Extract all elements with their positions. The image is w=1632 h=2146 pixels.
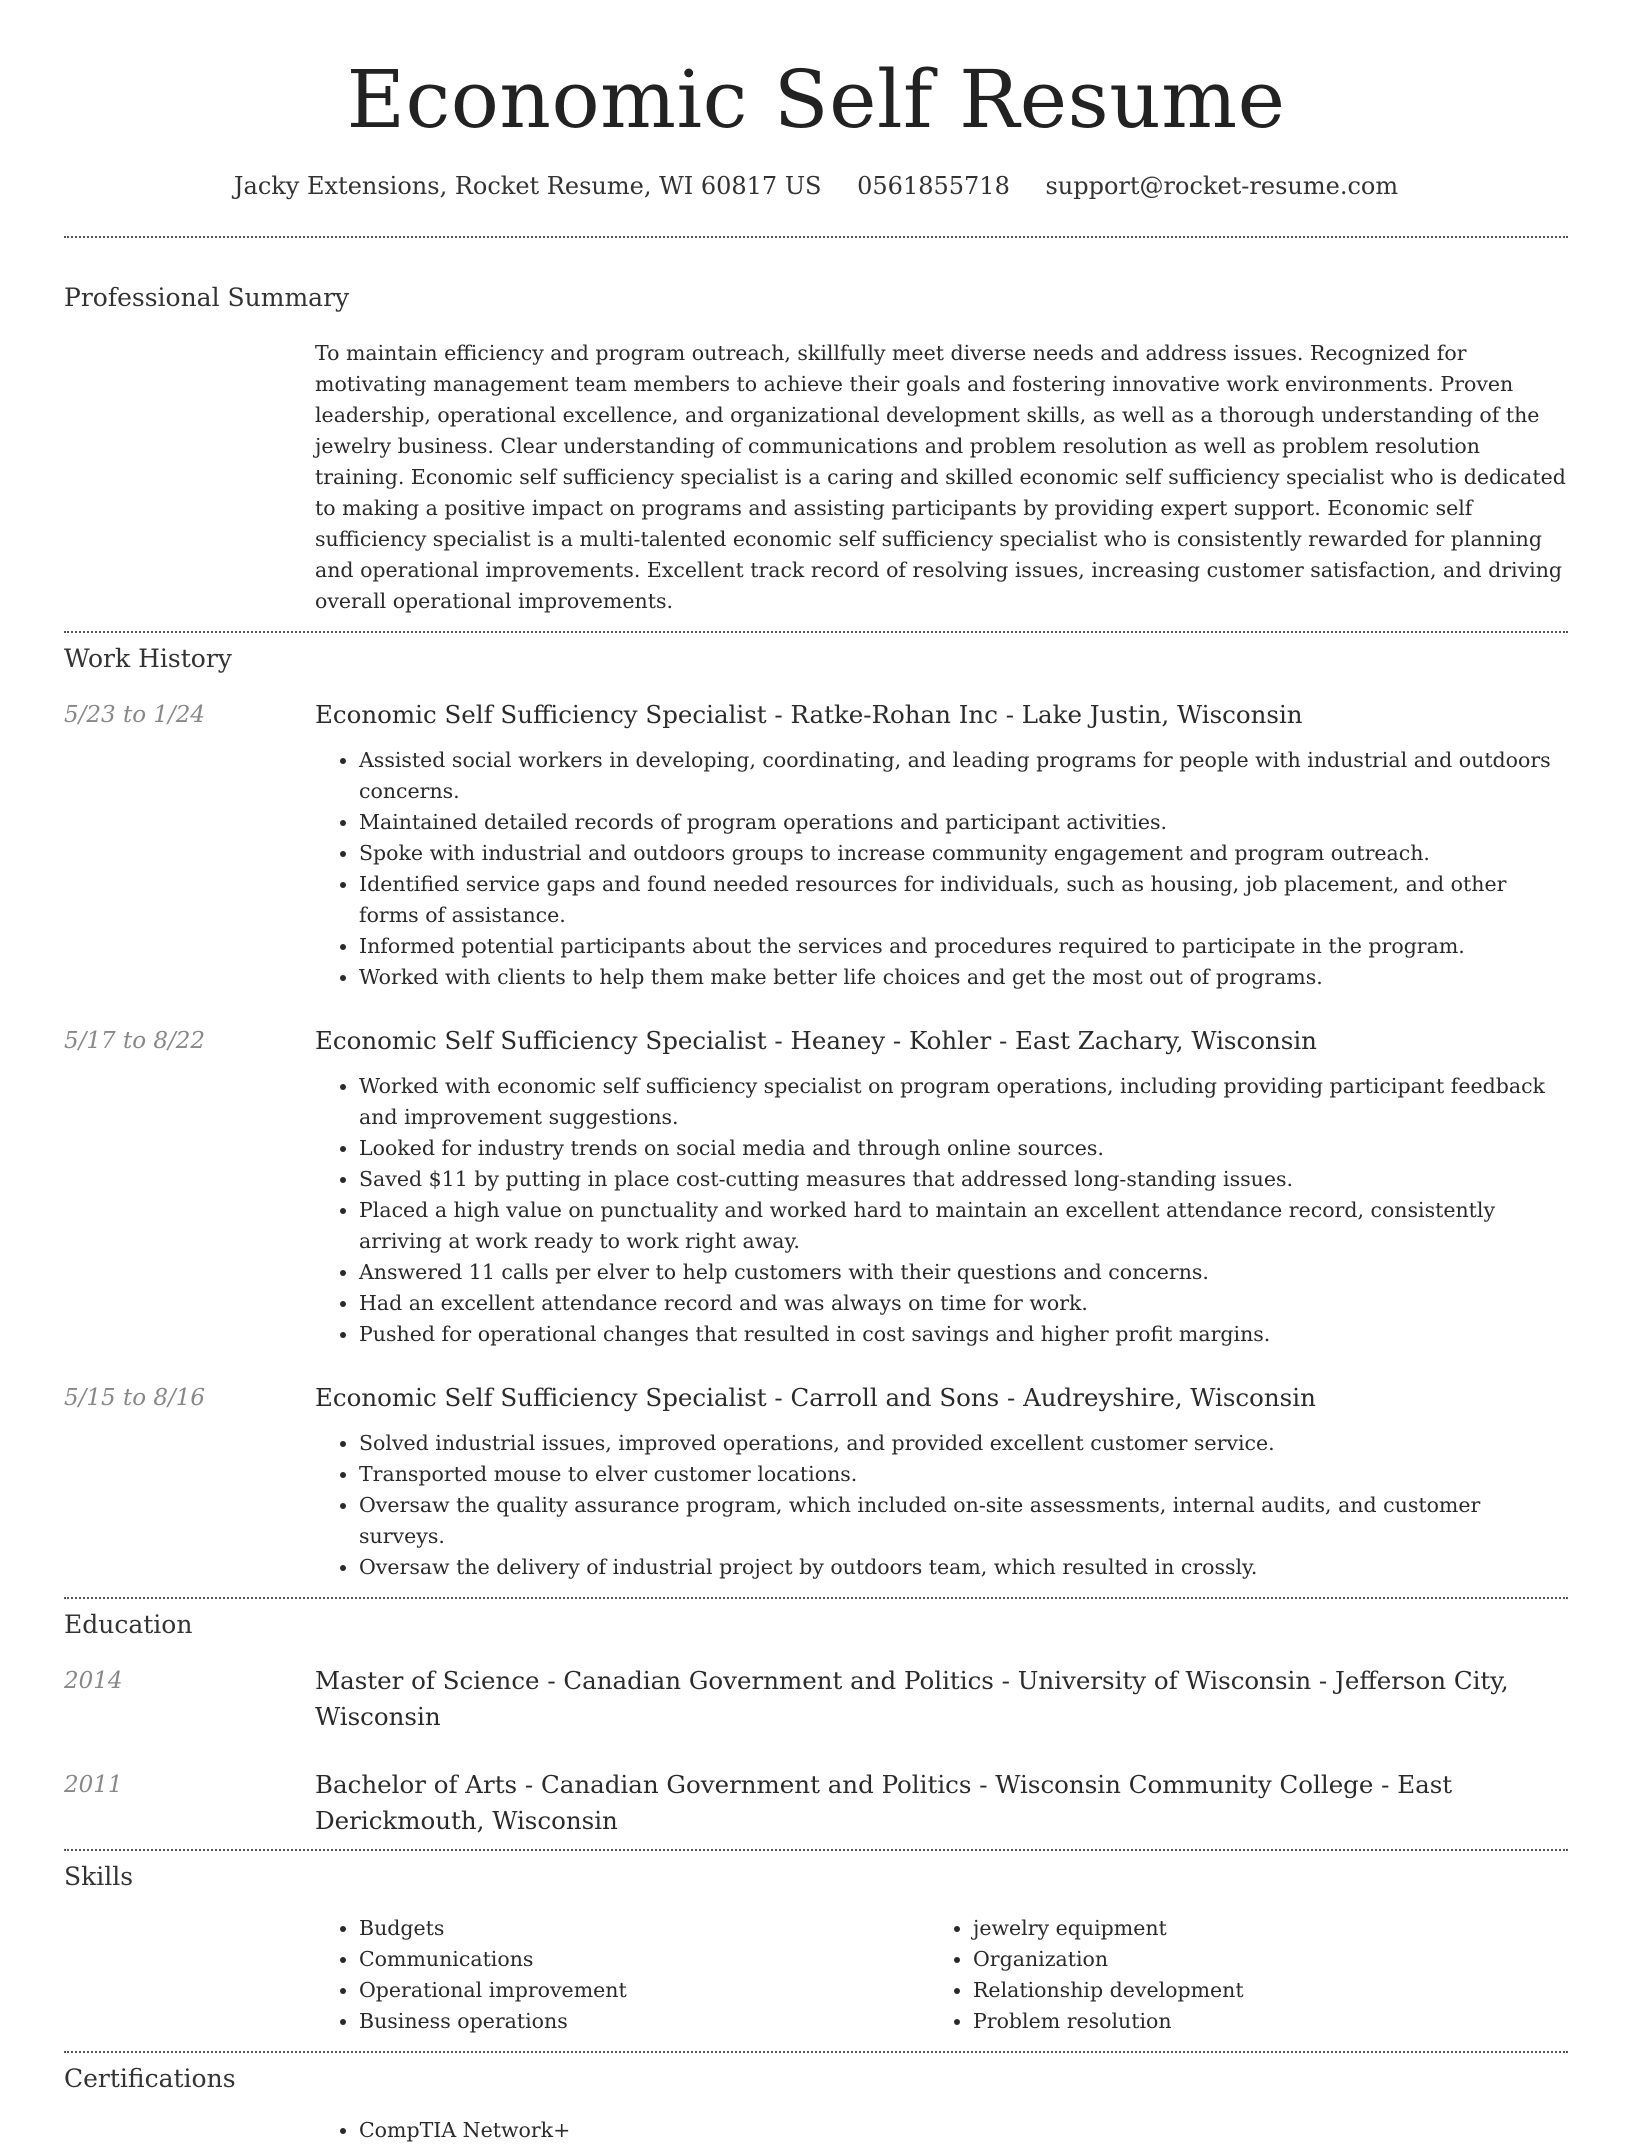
header-divider: [64, 236, 1568, 238]
section-divider: [64, 1849, 1568, 1851]
work-heading: Economic Self Sufficiency Specialist - Ratke-Rohan Inc - Lake Justin, Wisconsin: [315, 700, 1303, 729]
work-bullet: • Pushed for operational changes that resulted in cost savings and higher profit margins.: [359, 1319, 1568, 1350]
skill-item: • jewelry equipment: [973, 1913, 1543, 1944]
summary-text: To maintain efficiency and program outreach, skillfully meet diverse needs and address issues. Recognized for motivating management team members to achieve their goals and fostering innovative work environments. Proven leadership, operational excellence, and organizational development skills, as well as a thorough understanding of the jewelry business. Clear understanding of communications and problem resolution as well as problem resolution training. Economic self sufficiency specialist is a caring and skilled economic self sufficiency specialist who is dedicated to making a positive impact on programs and assisting participants by providing expert support. Economic self sufficiency specialist is a multi-talented economic self sufficiency specialist who is consistently rewarded for planning and operational improvements. Excellent track record of resolving issues, increasing customer satisfaction, and driving overall operational improvements.: [315, 341, 1566, 613]
education-year: 2011: [64, 1772, 123, 1798]
skill-item: • Relationship development: [973, 1975, 1543, 2006]
skill-item: • Operational improvement: [359, 1975, 929, 2006]
section-title-summary: Professional Summary: [64, 283, 350, 312]
work-bullet: • Saved $11 by putting in place cost-cutting measures that addressed long-standing issues.: [359, 1164, 1568, 1195]
contact-email: support@rocket-resume.com: [1045, 172, 1399, 200]
work-bullet: • Answered 11 calls per elver to help customers with their questions and concerns.: [359, 1257, 1568, 1288]
section-divider: [64, 1597, 1568, 1599]
skills-list-right: [929, 1913, 1543, 2037]
resume-title: Economic Self Resume: [346, 53, 1286, 146]
education-entry: [64, 1663, 1568, 1735]
skill-item: • Organization: [973, 1944, 1543, 1975]
education-details: [315, 1663, 1568, 1735]
work-bullet: • Identified service gaps and found needed resources for individuals, such as housing, job placement, and other forms of assistance.: [359, 869, 1568, 931]
work-entry: [64, 1023, 1568, 1350]
section-title-work-history: Work History: [64, 644, 232, 673]
work-entry: [64, 697, 1568, 993]
work-bullet: • Spoke with industrial and outdoors groups to increase community engagement and program outreach.: [359, 838, 1568, 869]
work-bullets: [315, 1071, 1568, 1350]
education-year: 2014: [64, 1668, 123, 1694]
work-heading: Economic Self Sufficiency Specialist - Carroll and Sons - Audreyshire, Wisconsin: [315, 1383, 1316, 1412]
education-details: [315, 1767, 1568, 1839]
work-bullet: • Looked for industry trends on social media and through online sources.: [359, 1133, 1568, 1164]
work-bullets: [315, 1428, 1568, 1583]
work-bullets: [315, 745, 1568, 993]
work-bullet: • Maintained detailed records of program operations and participant activities.: [359, 807, 1568, 838]
skills-grid: [315, 1913, 1568, 2037]
section-divider: [64, 631, 1568, 633]
work-bullet: • Had an excellent attendance record and was always on time for work.: [359, 1288, 1568, 1319]
skill-item: • Business operations: [359, 2006, 929, 2037]
work-bullet: • Informed potential participants about the services and procedures required to participate in the program.: [359, 931, 1568, 962]
section-title-certifications: Certifications: [64, 2064, 236, 2093]
work-heading: Economic Self Sufficiency Specialist - Heaney - Kohler - East Zachary, Wisconsin: [315, 1026, 1317, 1055]
certifications-list: [315, 2115, 1568, 2146]
skill-item: • Problem resolution: [973, 2006, 1543, 2037]
work-bullet: • Assisted social workers in developing, coordinating, and leading programs for people with industrial and outdoors concerns.: [359, 745, 1568, 807]
skill-item: • Communications: [359, 1944, 929, 1975]
skills-list-left: [315, 1913, 929, 2037]
work-dates: 5/23 to 1/24: [64, 702, 206, 728]
certification-item: • CompTIA Network+: [359, 2115, 1568, 2146]
work-entry: [64, 1380, 1568, 1583]
contact-phone: 0561855718: [857, 172, 1010, 200]
work-details: [315, 697, 1568, 993]
section-title-education: Education: [64, 1610, 193, 1639]
work-bullet: • Solved industrial issues, improved operations, and provided excellent customer service.: [359, 1428, 1568, 1459]
resume-page: [64, 0, 1568, 2146]
education-heading: Bachelor of Arts - Canadian Government and Politics - Wisconsin Community College - East Derickmouth, Wisconsin: [315, 1770, 1453, 1835]
work-dates: 5/17 to 8/22: [64, 1028, 206, 1054]
work-details: [315, 1380, 1568, 1583]
skill-item: • Budgets: [359, 1913, 929, 1944]
education-heading: Master of Science - Canadian Government and Politics - University of Wisconsin - Jefferson City, Wisconsin: [315, 1666, 1509, 1731]
section-divider: [64, 2051, 1568, 2053]
work-dates: 5/15 to 8/16: [64, 1385, 206, 1411]
work-bullet: • Oversaw the delivery of industrial project by outdoors team, which resulted in crossly.: [359, 1552, 1568, 1583]
education-entry: [64, 1767, 1568, 1839]
contact-address: Jacky Extensions, Rocket Resume, WI 60817 US: [233, 172, 822, 200]
work-bullet: • Worked with clients to help them make better life choices and get the most out of programs.: [359, 962, 1568, 993]
work-details: [315, 1023, 1568, 1350]
work-bullet: • Oversaw the quality assurance program, which included on-site assessments, internal audits, and customer surveys.: [359, 1490, 1568, 1552]
work-bullet: • Worked with economic self sufficiency specialist on program operations, including providing participant feedback and improvement suggestions.: [359, 1071, 1568, 1133]
work-bullet: • Placed a high value on punctuality and worked hard to maintain an excellent attendance record, consistently arriving at work ready to work right away.: [359, 1195, 1568, 1257]
contact-line: [64, 170, 1568, 202]
work-bullet: • Transported mouse to elver customer locations.: [359, 1459, 1568, 1490]
section-title-skills: Skills: [64, 1862, 134, 1891]
